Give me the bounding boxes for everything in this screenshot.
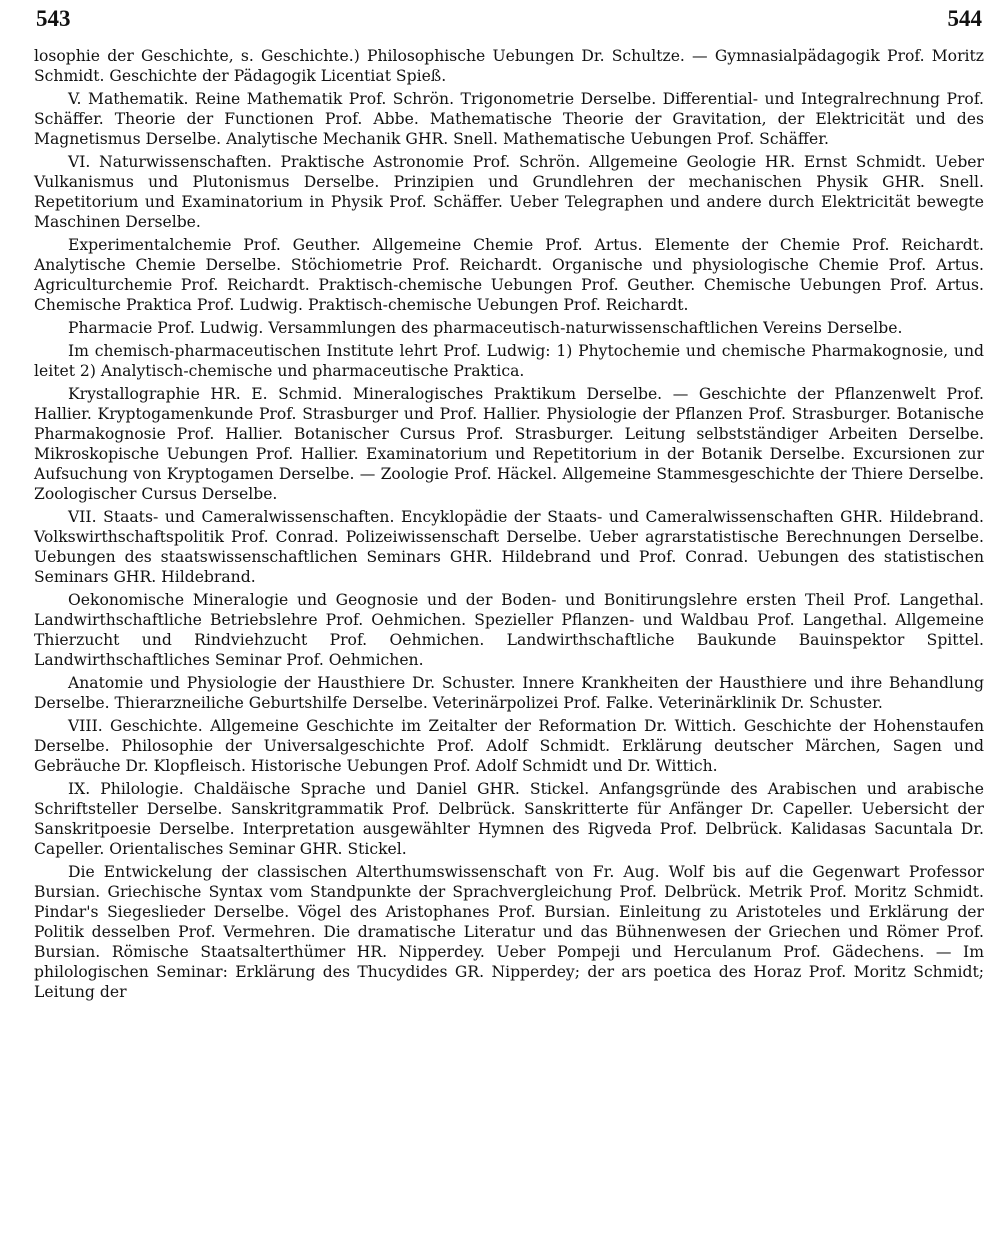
paragraph-staatswissenschaften: VII. Staats- und Cameralwissenschaften. Encyklopädie der Staats- und Cameralwissenschaften GHR. Hildebrand. Volkswirthschaftspolitik Prof. Conrad. Polizeiwissenschaft Derselbe. Ueber agrarstatistische Berechnungen Derselbe. Uebungen des staatswissenschaftlichen Seminars GHR. Hildebrand und Prof. Conrad. Uebungen des statistischen Seminars GHR. Hildebrand. xyxy=(34,508,984,586)
paragraph-institut: Im chemisch-pharmaceutischen Institute lehrt Prof. Ludwig: 1) Phytochemie und chemische Pharmakognosie, und leitet 2) Analytisch-chemische und pharmaceutische Praktica. xyxy=(34,342,984,380)
paragraph-botanik-zoologie: Krystallographie HR. E. Schmid. Mineralogisches Praktikum Derselbe. — Geschichte der Pflanzenwelt Prof. Hallier. Kryptogamenkunde Prof. Strasburger und Prof. Hallier. Physiologie der Pflanzen Prof. Strasburger. Botanische Pharmakognosie Prof. Hallier. Botanischer Cursus Prof. Strasburger. Leitung selbstständiger Arbeiten Derselbe. Mikroskopische Uebungen Prof. Hallier. Examinatorium und Repetitorium in der Botanik Derselbe. Excursionen zur Aufsuchung von Kryptogamen Derselbe. — Zoologie Prof. Häckel. Allgemeine Stammesgeschichte der Thiere Derselbe. Zoologischer Cursus Derselbe. xyxy=(34,385,984,503)
paragraph-pharmacie: Pharmacie Prof. Ludwig. Versammlungen des pharmaceutisch-naturwissenschaftlichen Vereins Derselbe. xyxy=(68,319,903,337)
paragraph-philologie: IX. Philologie. Chaldäische Sprache und Daniel GHR. Stickel. Anfangsgründe des Arabischen und arabische Schriftsteller Derselbe. Sanskritgrammatik Prof. Delbrück. Sanskritterte für Anfänger Dr. Capeller. Uebersicht der Sanskritpoesie Derselbe. Interpretation ausgewählter Hymnen des Rigveda Prof. Delbrück. Kalidasas Sacuntala Dr. Capeller. Orientalisches Seminar GHR. Stickel. xyxy=(34,780,984,858)
paragraph-chemie: Experimentalchemie Prof. Geuther. Allgemeine Chemie Prof. Artus. Elemente der Chemie Prof. Reichardt. Analytische Chemie Derselbe. Stöchiometrie Prof. Reichardt. Organische und physiologische Chemie Prof. Artus. Agriculturchemie Prof. Reichardt. Praktisch-chemische Uebungen Prof. Geuther. Chemische Uebungen Prof. Artus. Chemische Praktica Prof. Ludwig. Praktisch-chemische Uebungen Prof. Reichardt. xyxy=(34,236,984,314)
paragraph-naturwissenschaften: VI. Naturwissenschaften. Praktische Astronomie Prof. Schrön. Allgemeine Geologie HR. Ernst Schmidt. Ueber Vulkanismus und Plutonismus Derselbe. Prinzipien und Grundlehren der mechanischen Physik GHR. Snell. Repetitorium und Examinatorium in Physik Prof. Schäffer. Ueber Telegraphen und andere durch Elektricität bewegte Maschinen Derselbe. xyxy=(34,153,984,231)
paragraph-continuation: losophie der Geschichte, s. Geschichte.) Philosophische Uebungen Dr. Schultze. — Gymnasialpädagogik Prof. Moritz Schmidt. Geschichte der Pädagogik Licentiat Spieß. xyxy=(34,47,984,85)
page-number-right: 544 xyxy=(947,6,982,31)
page-number-left: 543 xyxy=(36,6,71,31)
document-body xyxy=(34,46,984,1002)
paragraph-landwirthschaft: Oekonomische Mineralogie und Geognosie und der Boden- und Bonitirungslehre ersten Theil Prof. Langethal. Landwirthschaftliche Betriebslehre Prof. Oehmichen. Spezieller Pflanzen- und Waldbau Prof. Langethal. Allgemeine Thierzucht und Rindviehzucht Prof. Oehmichen. Landwirthschaftliche Baukunde Bauinspektor Spittel. Landwirthschaftliches Seminar Prof. Oehmichen. xyxy=(34,591,984,669)
paragraph-alterthumswissenschaft: Die Entwickelung der classischen Alterthumswissenschaft von Fr. Aug. Wolf bis auf die Gegenwart Professor Bursian. Griechische Syntax vom Standpunkte der Sprachvergleichung Prof. Delbrück. Metrik Prof. Moritz Schmidt. Pindar's Siegeslieder Derselbe. Vögel des Aristophanes Prof. Bursian. Einleitung zu Aristoteles und Erklärung der Politik desselben Prof. Vermehren. Die dramatische Literatur und das Bühnenwesen der Griechen und Römer Prof. Bursian. Römische Staatsalterthümer HR. Nipperdey. Ueber Pompeji und Herculanum Prof. Gädechens. — Im philologischen Seminar: Erklärung des Thucydides GR. Nipperdey; der ars poetica des Horaz Prof. Moritz Schmidt; Leitung der xyxy=(34,863,984,1001)
paragraph-geschichte: VIII. Geschichte. Allgemeine Geschichte im Zeitalter der Reformation Dr. Wittich. Geschichte der Hohenstaufen Derselbe. Philosophie der Universalgeschichte Prof. Adolf Schmidt. Erklärung deutscher Märchen, Sagen und Gebräuche Dr. Klopfleisch. Historische Uebungen Prof. Adolf Schmidt und Dr. Wittich. xyxy=(34,717,984,775)
paragraph-mathematik: V. Mathematik. Reine Mathematik Prof. Schrön. Trigonometrie Derselbe. Differential- und Integralrechnung Prof. Schäffer. Theorie der Functionen Prof. Abbe. Mathematische Theorie der Gravitation, der Elektricität und des Magnetismus Derselbe. Analytische Mechanik GHR. Snell. Mathematische Uebungen Prof. Schäffer. xyxy=(34,90,984,148)
paragraph-thierarznei: Anatomie und Physiologie der Hausthiere Dr. Schuster. Innere Krankheiten der Hausthiere und ihre Behandlung Derselbe. Thierarzneiliche Geburtshilfe Derselbe. Veterinärpolizei Prof. Falke. Veterinärklinik Dr. Schuster. xyxy=(34,674,984,712)
page-header xyxy=(34,6,984,46)
